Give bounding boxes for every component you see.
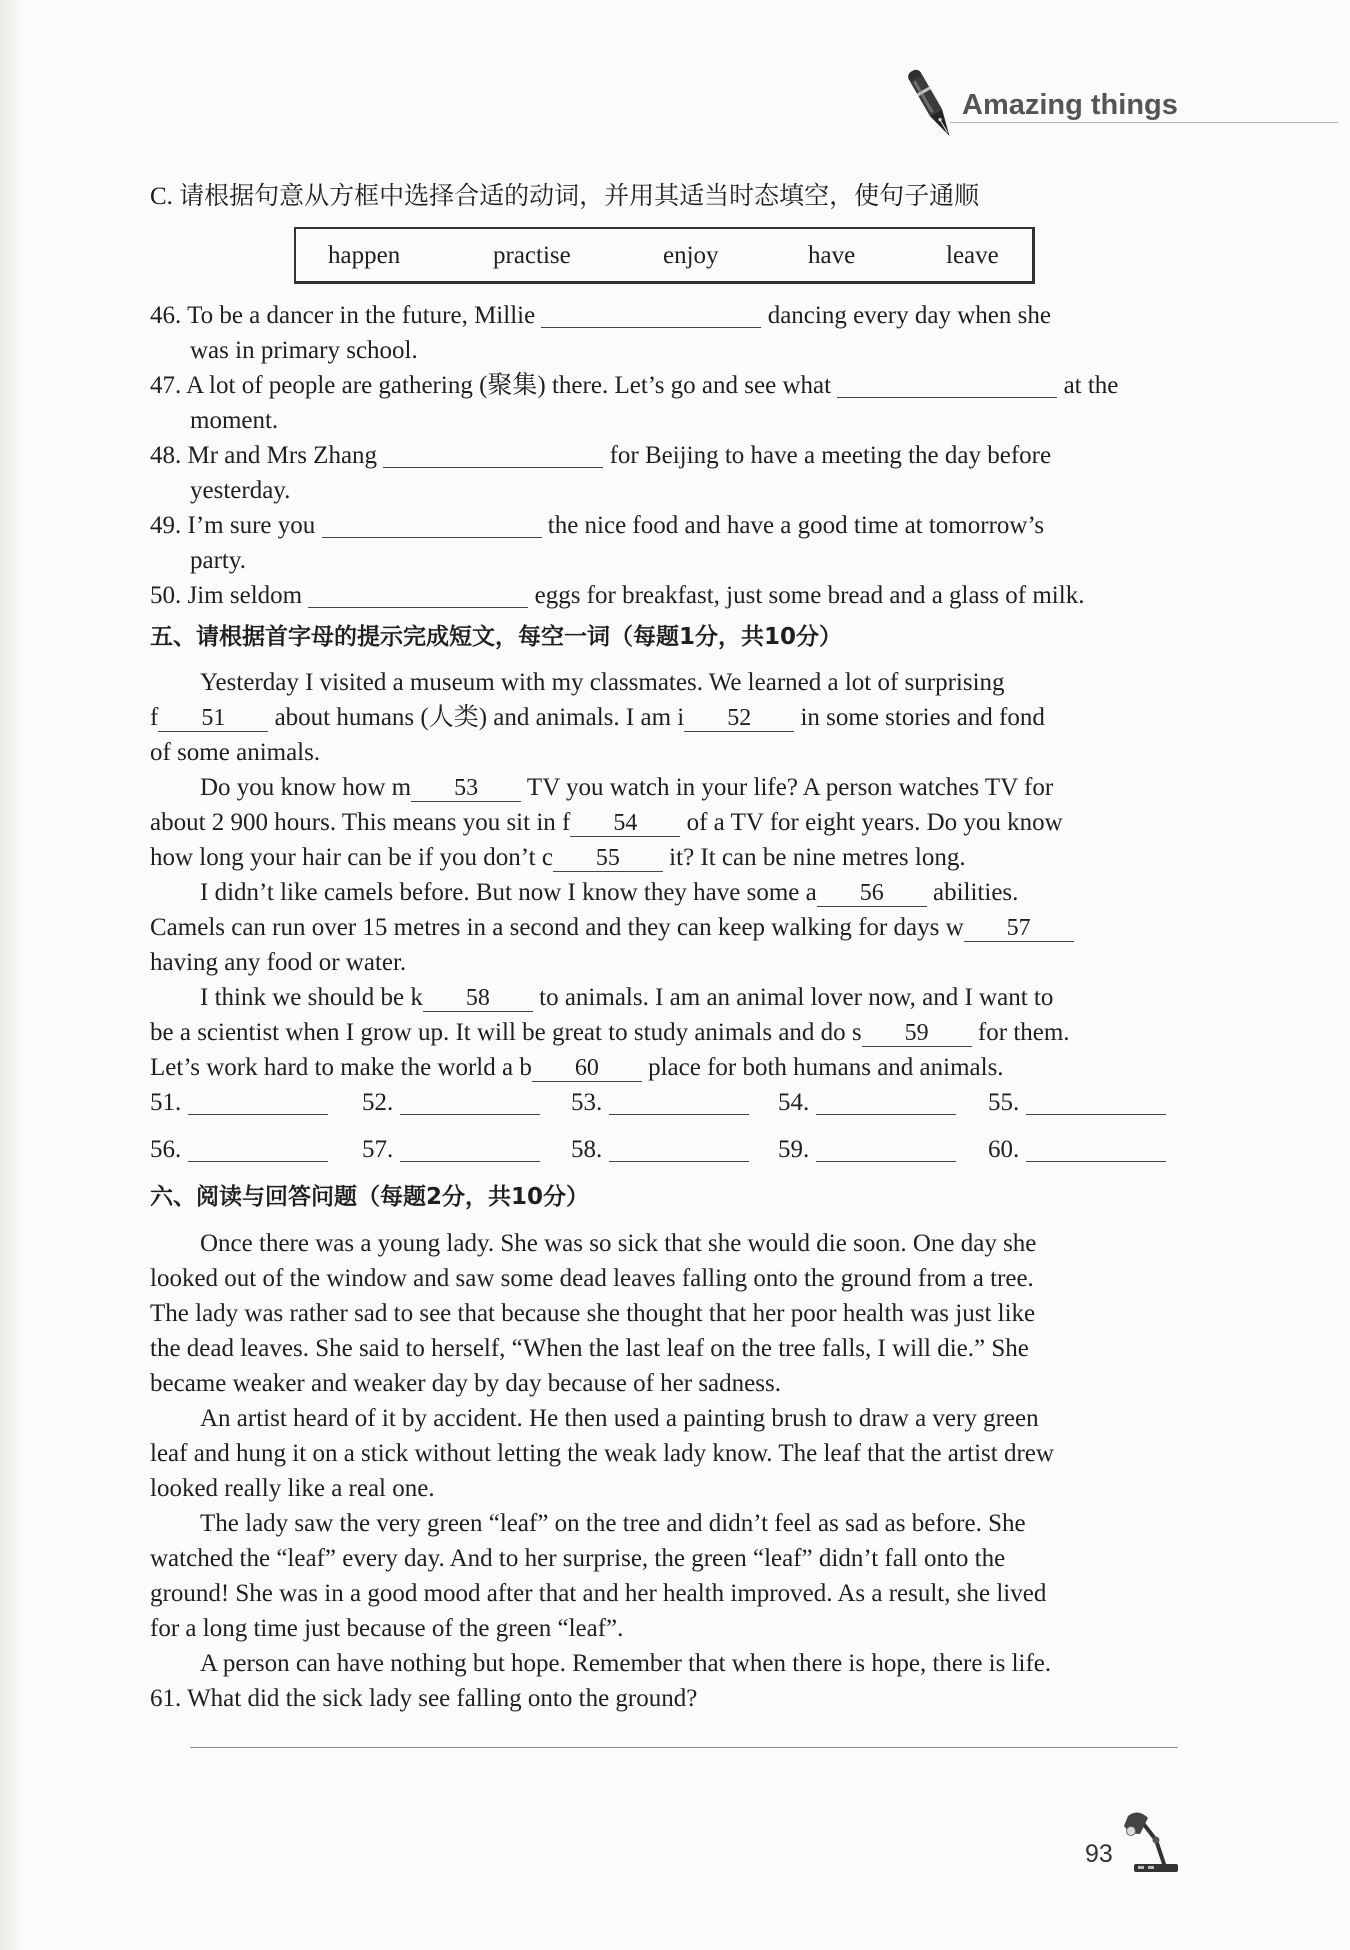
passage-text: TV you watch in your life? A person watches TV for xyxy=(526,774,1054,801)
question-text: A lot of people are gathering (聚集) there. Let’s go and see what xyxy=(186,372,832,399)
section-6-passage xyxy=(150,1226,1054,1716)
question-text: eggs for breakfast, just some bread and a glass of milk. xyxy=(534,582,1085,609)
blank-55: 55 xyxy=(553,845,663,872)
answer-label: 58. xyxy=(571,1136,603,1163)
question-46-continued xyxy=(150,333,1118,368)
answer-60 xyxy=(988,1132,1166,1167)
blank-51: 51 xyxy=(158,705,268,732)
passage-text: Do you know how m xyxy=(200,774,412,801)
answer-blank xyxy=(1026,1090,1166,1115)
answer-blank xyxy=(308,583,528,608)
passage-text: I think we should be k xyxy=(200,984,423,1011)
passage-text: how long your hair can be if you don’t c xyxy=(150,844,553,871)
passage-line: The lady was rather sad to see that because she thought that her poor health was just like xyxy=(150,1300,1036,1327)
word-option-have: have xyxy=(808,242,856,269)
passage-line xyxy=(150,770,1074,805)
passage-line xyxy=(150,805,1074,840)
answer-label: 60. xyxy=(988,1136,1020,1163)
blank-53: 53 xyxy=(411,775,521,802)
passage-text: in some stories and fond xyxy=(800,704,1045,731)
passage-text: Let’s work hard to make the world a b xyxy=(150,1054,532,1081)
question-48 xyxy=(150,438,1118,473)
header-rule xyxy=(950,122,1338,123)
passage-line: became weaker and weaker day by day because of her sadness. xyxy=(150,1370,781,1397)
blank-57: 57 xyxy=(964,915,1074,942)
word-option-practise: practise xyxy=(493,242,571,269)
question-48-continued xyxy=(150,473,1118,508)
passage-line: ground! She was in a good mood after that and her health improved. As a result, she lived xyxy=(150,1580,1047,1607)
answer-51 xyxy=(150,1085,328,1120)
answer-label: 57. xyxy=(362,1136,394,1163)
question-text: Mr and Mrs Zhang xyxy=(187,442,378,469)
blank-52: 52 xyxy=(684,705,794,732)
answer-row-1 xyxy=(150,1085,1170,1120)
desk-lamp-icon xyxy=(1120,1806,1184,1876)
passage-line: Once there was a young lady. She was so sick that she would die soon. One day she xyxy=(200,1230,1037,1257)
blank-59: 59 xyxy=(862,1020,972,1047)
answer-blank xyxy=(400,1137,540,1162)
answer-blank xyxy=(541,303,761,328)
passage-line: looked out of the window and saw some dead leaves falling onto the ground from a tree. xyxy=(150,1265,1034,1292)
answer-blank xyxy=(400,1090,540,1115)
question-number: 50. xyxy=(150,582,182,609)
passage-text: of a TV for eight years. Do you know xyxy=(686,809,1063,836)
answer-label: 55. xyxy=(988,1089,1020,1116)
answer-58 xyxy=(571,1132,749,1167)
answer-line-61 xyxy=(190,1747,1178,1748)
passage-text: for them. xyxy=(977,1019,1070,1046)
word-box xyxy=(294,227,1035,284)
passage-text: f xyxy=(150,704,159,731)
question-text: at the xyxy=(1063,372,1119,399)
answer-blank xyxy=(188,1137,328,1162)
section-5-title: 五、请根据首字母的提示完成短文，每空一词（每题1分，共10分） xyxy=(150,624,843,650)
passage-line xyxy=(150,1050,1074,1085)
scan-edge-shadow xyxy=(0,0,22,1950)
question-text: dancing every day when she xyxy=(767,302,1051,329)
passage-line xyxy=(150,665,1074,700)
answer-blank xyxy=(816,1090,956,1115)
pen-icon xyxy=(903,64,959,144)
blank-56: 56 xyxy=(817,880,927,907)
passage-text: be a scientist when I grow up. It will be great to study animals and do s xyxy=(150,1019,862,1046)
answer-label: 51. xyxy=(150,1089,182,1116)
passage-text: I didn’t like camels before. But now I know they have some a xyxy=(200,879,817,906)
question-number: 48. xyxy=(150,442,182,469)
question-number: 49. xyxy=(150,512,182,539)
answer-blank xyxy=(1026,1137,1166,1162)
answer-blank xyxy=(188,1090,328,1115)
passage-line: A person can have nothing but hope. Remember that when there is hope, there is life. xyxy=(200,1650,1052,1677)
question-text: What did the sick lady see falling onto the ground? xyxy=(187,1685,698,1712)
unit-title: Amazing things xyxy=(962,89,1178,121)
blank-60: 60 xyxy=(532,1055,642,1082)
blank-58: 58 xyxy=(423,985,533,1012)
passage-line: looked really like a real one. xyxy=(150,1475,435,1502)
question-text: party. xyxy=(190,547,246,574)
answer-row-2 xyxy=(150,1132,1170,1167)
passage-text: abilities. xyxy=(933,879,1019,906)
blank-54: 54 xyxy=(570,810,680,837)
question-49-continued xyxy=(150,543,1118,578)
passage-text: Camels can run over 15 metres in a second and they can keep walking for days w xyxy=(150,914,964,941)
passage-line xyxy=(150,980,1074,1015)
question-number: 47. xyxy=(150,372,182,399)
passage-line: An artist heard of it by accident. He then used a painting brush to draw a very green xyxy=(200,1405,1039,1432)
passage-line xyxy=(150,910,1074,945)
passage-line xyxy=(150,840,1074,875)
answer-blank xyxy=(383,443,603,468)
answer-blank xyxy=(609,1137,749,1162)
answer-54 xyxy=(778,1085,956,1120)
word-option-leave: leave xyxy=(946,242,999,269)
question-47-continued xyxy=(150,403,1118,438)
section-c-title: C. 请根据句意从方框中选择合适的动词，并用其适当时态填空，使句子通顺 xyxy=(150,183,980,210)
question-text: moment. xyxy=(190,407,279,434)
answer-label: 59. xyxy=(778,1136,810,1163)
answer-label: 52. xyxy=(362,1089,394,1116)
answer-blank xyxy=(609,1090,749,1115)
question-text: the nice food and have a good time at tomorrow’s xyxy=(547,512,1045,539)
passage-text: place for both humans and animals. xyxy=(648,1054,1004,1081)
question-49 xyxy=(150,508,1118,543)
passage-text: of some animals. xyxy=(150,739,321,766)
answer-label: 53. xyxy=(571,1089,603,1116)
passage-text: it? It can be nine metres long. xyxy=(669,844,966,871)
passage-line: for a long time just because of the green “leaf”. xyxy=(150,1615,624,1642)
section-6-title: 六、阅读与回答问题（每题2分，共10分） xyxy=(150,1184,590,1210)
passage-line: the dead leaves. She said to herself, “When the last leaf on the tree falls, I will die.” She xyxy=(150,1335,1029,1362)
question-61 xyxy=(150,1681,1054,1716)
question-46 xyxy=(150,298,1118,333)
passage-line: The lady saw the very green “leaf” on the tree and didn’t feel as sad as before. She xyxy=(200,1510,1026,1537)
question-text: for Beijing to have a meeting the day before xyxy=(609,442,1052,469)
question-number: 46. xyxy=(150,302,182,329)
passage-line: leaf and hung it on a stick without letting the weak lady know. The leaf that the artist drew xyxy=(150,1440,1054,1467)
answer-blank xyxy=(322,513,542,538)
passage-line xyxy=(150,875,1074,910)
answer-56 xyxy=(150,1132,328,1167)
question-47 xyxy=(150,368,1118,403)
passage-line xyxy=(150,735,1074,770)
answer-52 xyxy=(362,1085,540,1120)
word-option-happen: happen xyxy=(328,242,401,269)
passage-text: Yesterday I visited a museum with my classmates. We learned a lot of surprising xyxy=(200,669,1005,696)
question-text: To be a dancer in the future, Millie xyxy=(187,302,536,329)
answer-57 xyxy=(362,1132,540,1167)
passage-line xyxy=(150,945,1074,980)
question-text: I’m sure you xyxy=(187,512,316,539)
page-number: 93 xyxy=(1085,1840,1113,1868)
passage-line: watched the “leaf” every day. And to her surprise, the green “leaf” didn’t fall onto the xyxy=(150,1545,1006,1572)
answer-blank xyxy=(816,1137,956,1162)
answer-59 xyxy=(778,1132,956,1167)
question-text: Jim seldom xyxy=(187,582,303,609)
answer-label: 56. xyxy=(150,1136,182,1163)
word-option-enjoy: enjoy xyxy=(663,242,719,269)
section-c-questions xyxy=(150,298,1118,613)
question-50 xyxy=(150,578,1118,613)
passage-text: having any food or water. xyxy=(150,949,407,976)
question-text: was in primary school. xyxy=(190,337,418,364)
passage-line xyxy=(150,700,1074,735)
question-number: 61. xyxy=(150,1685,182,1712)
answer-blank xyxy=(837,373,1057,398)
answer-label: 54. xyxy=(778,1089,810,1116)
question-text: yesterday. xyxy=(190,477,291,504)
section-5-passage xyxy=(150,665,1074,1085)
answer-55 xyxy=(988,1085,1166,1120)
passage-text: to animals. I am an animal lover now, and I want to xyxy=(539,984,1054,1011)
passage-text: about humans (人类) and animals. I am i xyxy=(274,704,685,731)
answer-53 xyxy=(571,1085,749,1120)
passage-text: about 2 900 hours. This means you sit in f xyxy=(150,809,571,836)
passage-line xyxy=(150,1015,1074,1050)
